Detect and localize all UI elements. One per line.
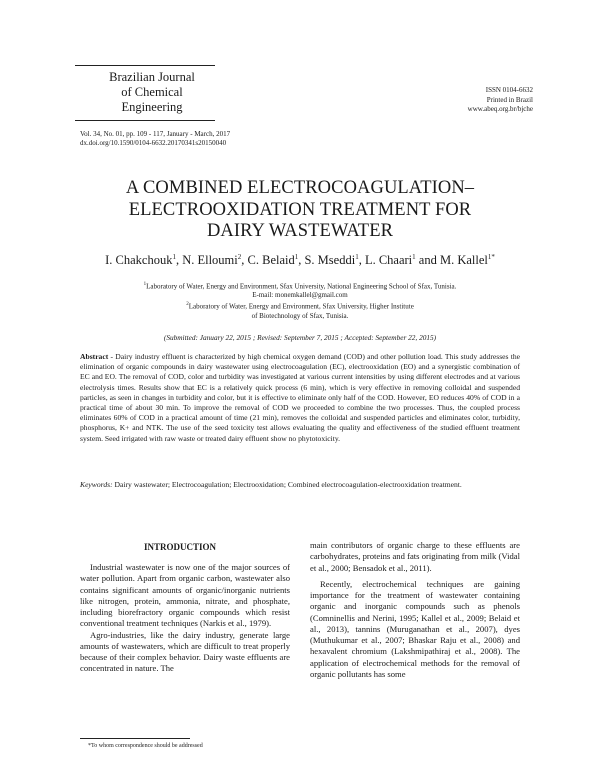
footnote-rule bbox=[80, 738, 190, 739]
footnote: *To whom correspondence should be addressed bbox=[88, 743, 203, 749]
paper-title bbox=[60, 178, 540, 243]
author-list: I. Chakchouk$^1$, N. Elloumi$^2$, C. Belaid$^1$, S. Mseddi$^1$, L. Chaari$^1$ and M. Kallel$^{1*}$ bbox=[105, 253, 495, 268]
issn-block bbox=[468, 86, 533, 115]
affiliation-2-cont: of Biotechnology of Sfax, Tunisia. bbox=[251, 311, 349, 320]
left-column bbox=[80, 562, 290, 675]
author-name: N. Elloumi bbox=[182, 253, 238, 268]
submission-dates: (Submitted: January 22, 2015 ; Revised: September 7, 2015 ; Accepted: September 22, 2015) bbox=[163, 333, 437, 342]
title-line: DAIRY WASTEWATER bbox=[206, 221, 394, 241]
email[interactable]: E-mail: monemkallel@gmail.com bbox=[252, 291, 348, 300]
section-heading-introduction: INTRODUCTION bbox=[143, 542, 216, 552]
paragraph: Industrial wastewater is now one of the major sources of water pollution. Apart from organic carbon, wastewater also contains significant amounts of organic/inorganic nutrients like nitrogen, protein, ammonia, nitrate, and phosphate, including biorefractory organic compounds which resist conventional treatment techniques (Narkis et al., 1979). bbox=[80, 562, 290, 629]
right-column bbox=[310, 540, 520, 680]
author-name: S. Mseddi bbox=[304, 253, 356, 268]
author-name: L. Chaari bbox=[364, 253, 413, 268]
abstract-label: Abstract bbox=[80, 352, 109, 361]
abstract-text: - Dairy industry effluent is characterized by high chemical oxygen demand (COD) and other pollution load. This study addresses the elimination of organic compounds in dairy wastewater using electrocoagulation (EC), electrooxidation (EO) and a synergistic combination of EC and EO. The removal of COD, color and turbidity was investigated at various current intensities by using different electrodes and at various electrolysis times. Results show that EC is a relatively quick process (6 min), which is very effective in removing colloidal and suspended particles, as seen in changes in turbidity and color, but it is effective to eliminate only half of the COD. However, EO reduces 40% of COD in a practical time of about 30 min. To improve the removal of COD we proceeded to combine the two processes. Thus, the coupled process eliminates 60% of COD in a practical amount of time (21 min), removes the colloidal and suspended particles and eliminates color, turbidity, phosphorus, K+ and NTK. The use of the seed toxicity test allows evaluating the quality and effectiveness of the studied effluent treatment system. Seed irrigated with raw waste or treated dairy effluent show no phytotoxicity. bbox=[80, 352, 520, 443]
keywords-text: Dairy wastewater; Electrocoagulation; Electrooxidation; Combined electrocoagulation-electrooxidation treatment. bbox=[112, 480, 462, 489]
author-sup: 2 bbox=[237, 253, 242, 261]
author-sup: 1* bbox=[487, 253, 495, 261]
paragraph: Recently, electrochemical techniques are gaining importance for the treatment of wastewater containing organic and inorganic compounds such as phenols (Comninellis and Nerini, 1995; Kallel et al., 2009; Belaid et al., 2013), tannins (Muruganathan et al., 2007), dyes (Muthukumar et al., 2007; Bhaskar Raju et al., 2008) and hexavalent chromium (Lakshmipathiraj et al., 2008). The application of electrochemical methods for the removal of organic pollutants has some bbox=[310, 578, 520, 679]
volume-info bbox=[80, 130, 230, 148]
paragraph: Agro-industries, like the dairy industry, generate large amounts of wastewaters, which are difficult to treat properly because of their complex behavior. Dairy waste effluents are concentrated in nature. The bbox=[80, 629, 290, 674]
author-sup: 1 bbox=[355, 253, 359, 261]
affiliation-1: $^1$Laboratory of Water, Energy and Environment, Sfax University, National Engineering School of Sfax, Tunisia. bbox=[143, 282, 457, 291]
journal-name-line: Engineering bbox=[121, 100, 183, 114]
abstract bbox=[80, 352, 520, 444]
journal-name-line: Brazilian Journal bbox=[109, 70, 195, 84]
paragraph: main contributors of organic charge to these effluents are carbohydrates, proteins and fats originating from milk (Vidal et al., 2000; Bensadok et al., 2011). bbox=[310, 540, 520, 573]
journal-name bbox=[92, 70, 212, 115]
affiliations bbox=[80, 280, 520, 321]
author-name: C. Belaid bbox=[247, 253, 295, 268]
title-line: ELECTROOXIDATION TREATMENT FOR bbox=[128, 199, 472, 220]
keywords bbox=[80, 480, 520, 490]
header-rule-bottom bbox=[75, 120, 215, 121]
author-name: I. Chakchouk bbox=[105, 253, 173, 268]
journal-name-line: of Chemical bbox=[121, 85, 183, 99]
author-sup: 1 bbox=[172, 253, 176, 261]
author-name: M. Kallel bbox=[439, 253, 488, 268]
volume-line: Vol. 34, No. 01, pp. 109 - 117, January - March, 2017 bbox=[80, 130, 231, 138]
keywords-label: Keywords: bbox=[80, 480, 113, 489]
title-line: A COMBINED ELECTROCOAGULATION– bbox=[125, 178, 475, 198]
issn-line: ISSN 0104-6632 bbox=[485, 86, 533, 94]
header-rule-top bbox=[75, 65, 215, 66]
doi-link[interactable]: dx.doi.org/10.1590/0104-6632.20170341s20150040 bbox=[80, 139, 227, 147]
author-sup: 1 bbox=[412, 253, 416, 261]
affiliation-2: $^2$Laboratory of Water, Energy and Environment, Sfax University, Higher Institute bbox=[186, 302, 414, 311]
printed-line: Printed in Brazil bbox=[486, 95, 533, 104]
journal-url[interactable]: www.abeq.org.br/bjche bbox=[467, 105, 533, 113]
author-sup: 1 bbox=[294, 253, 299, 261]
